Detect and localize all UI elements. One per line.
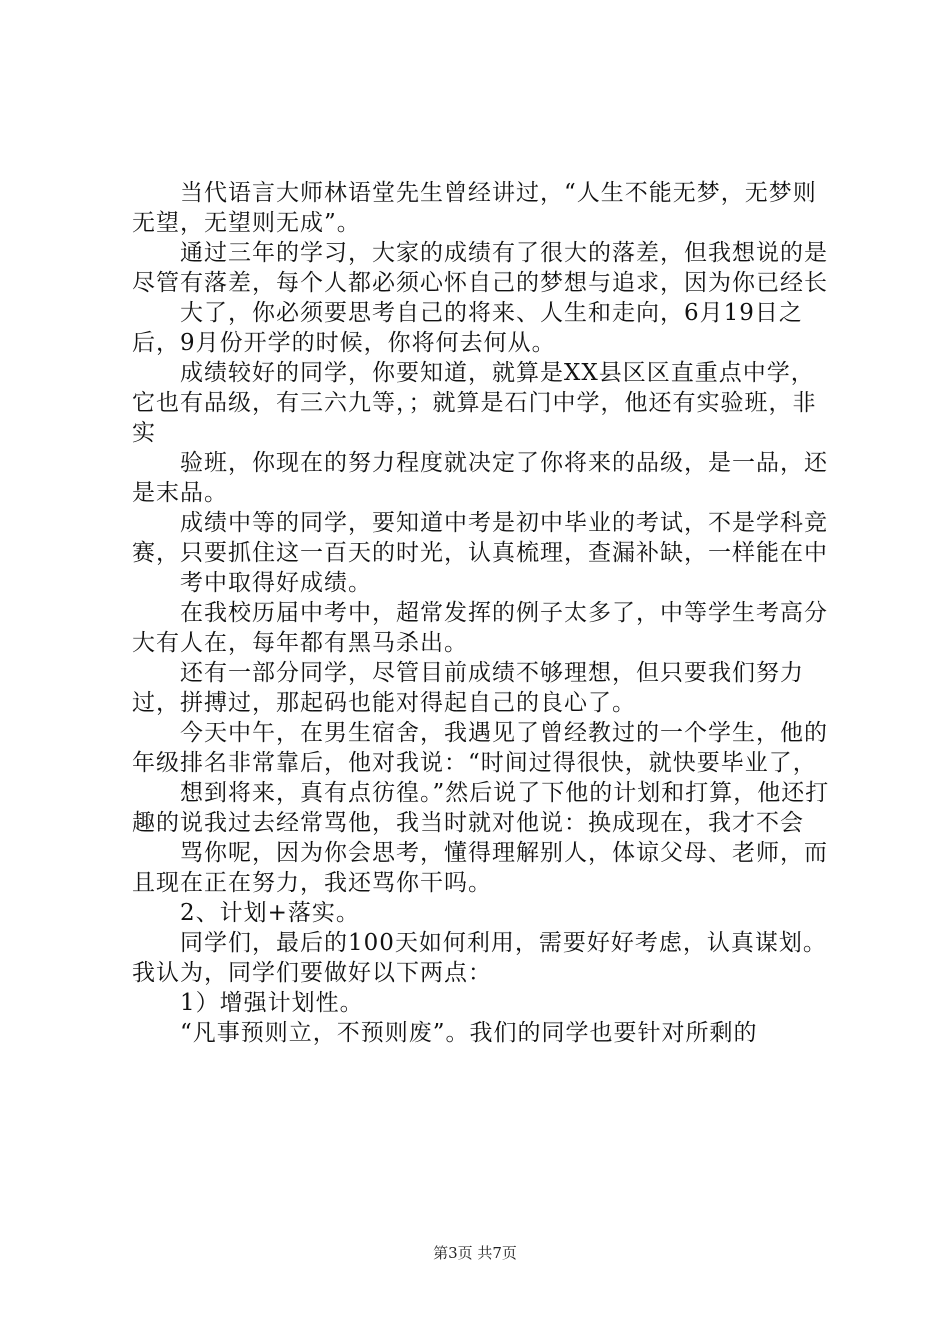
paragraph: 验班，你现在的努力程度就决定了你将来的品级，是一品，还是末品。 — [132, 450, 828, 506]
paragraph: 考中取得好成绩。 — [180, 570, 372, 596]
paragraph: 成绩较好的同学，你要知道，就算是XX县区区直重点中学，它也有品级，有三六九等，；就算是石门中学，他还有实验班，非实 — [132, 360, 817, 446]
paragraph: 成绩中等的同学，要知道中考是初中毕业的考试，不是学科竞赛，只要抓住这一百天的时光，认真梳理，查漏补缺，一样能在中 — [132, 510, 828, 566]
paragraph: 还有一部分同学，尽管目前成绩不够理想，但只要我们努力过，拼搏过，那起码也能对得起自己的良心了。 — [132, 660, 804, 716]
subsection-heading: 1）增强计划性。 — [180, 990, 364, 1016]
paragraph: 骂你呢，因为你会思考，懂得理解别人，体谅父母、老师，而且现在正在努力，我还骂你干吗。 — [132, 840, 828, 896]
paragraph: 大了，你必须要思考自己的将来、人生和走向，6月19日之后，9月份开学的时候，你将何去何从。 — [132, 300, 803, 356]
paragraph: 同学们，最后的100天如何利用，需要好好考虑，认真谋划。我认为，同学们要做好以下两点： — [132, 930, 827, 986]
paragraph: “凡事预则立，不预则废”。我们的同学也要针对所剩的 — [180, 1020, 758, 1046]
paragraph: 在我校历届中考中，超常发挥的例子太多了，中等学生考高分大有人在，每年都有黑马杀出。 — [132, 600, 828, 656]
paragraph: 当代语言大师林语堂先生曾经讲过，“人生不能无梦，无梦则无望，无望则无成”。 — [132, 180, 817, 236]
page-footer: 第3页 共7页 — [433, 1244, 517, 1262]
paragraph: 想到将来，真有点彷徨。”然后说了下他的计划和打算，他还打趣的说我过去经常骂他，我当时就对他说：换成现在，我才不会 — [132, 780, 830, 836]
document-body — [132, 178, 832, 1048]
section-heading: 2、计划+落实。 — [180, 900, 360, 926]
paragraph: 今天中午，在男生宿舍，我遇见了曾经教过的一个学生，他的年级排名非常靠后，他对我说：“时间过得很快，就快要毕业了， — [132, 720, 828, 776]
paragraph: 通过三年的学习，大家的成绩有了很大的落差，但我想说的是尽管有落差，每个人都必须心怀自己的梦想与追求，因为你已经长 — [132, 240, 828, 296]
